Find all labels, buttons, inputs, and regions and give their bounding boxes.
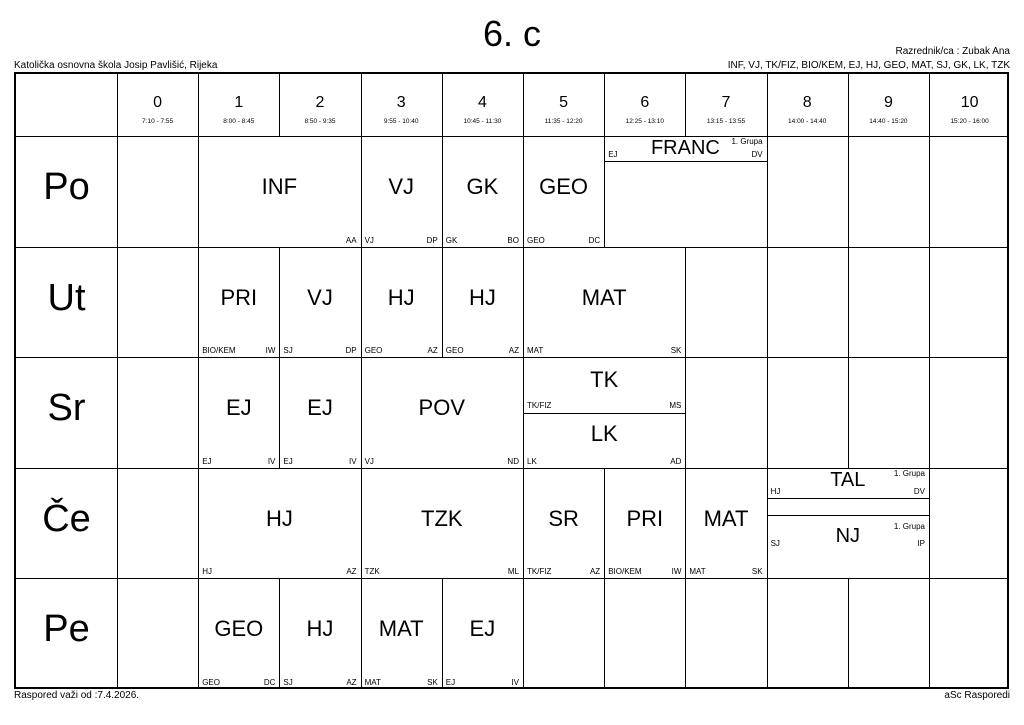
period-time: 10:45 - 11:30 [463, 118, 502, 125]
lesson-cell [198, 468, 360, 579]
grid-line [685, 74, 686, 136]
grid-line [523, 74, 524, 136]
period-header [117, 74, 198, 136]
day-label: Ut [47, 276, 86, 319]
lesson-room: BIO/KEM [608, 567, 642, 577]
lesson-cell [767, 468, 929, 498]
lesson-subject: GK [466, 174, 499, 199]
lesson-subject: TZK [421, 505, 463, 531]
day-label: Če [42, 497, 91, 540]
lesson-subject: TAL [830, 468, 866, 491]
period-header [442, 74, 523, 136]
lesson-subject: PRI [220, 284, 258, 310]
period-time: 14:00 - 14:40 [788, 118, 827, 125]
lesson-teacher: SK [751, 567, 763, 577]
period-header [604, 74, 685, 136]
lesson-subject: GEO [214, 616, 264, 642]
period-header [361, 74, 442, 136]
lesson-room: EJ [202, 456, 212, 466]
lesson-cell [442, 247, 523, 358]
lesson-teacher: DP [345, 346, 357, 356]
lesson-cell [523, 136, 604, 247]
grid-line [767, 357, 768, 468]
grid-line [117, 74, 118, 687]
lesson-cell [361, 578, 442, 689]
lesson-subject: SR [548, 505, 579, 531]
period-header [685, 74, 766, 136]
day-label: Sr [47, 387, 86, 430]
period-time: 7:10 - 7:55 [142, 118, 174, 125]
lesson-cell [523, 357, 685, 412]
period-header [767, 74, 848, 136]
lesson-group: 1. Grupa [893, 468, 925, 478]
lesson-room: GEO [527, 235, 545, 245]
lesson-teacher: IW [671, 567, 682, 577]
grid-line [604, 74, 605, 136]
lesson-cell [442, 578, 523, 689]
lesson-subject: EJ [225, 395, 252, 421]
lesson-room: MAT [364, 677, 381, 687]
grid-line [929, 247, 930, 358]
period-time: 12:25 - 13:10 [625, 118, 664, 125]
period-number: 9 [883, 94, 893, 111]
lesson-subject: HJ [265, 505, 293, 531]
lesson-teacher: SK [670, 346, 682, 356]
grid-line [685, 357, 686, 468]
lesson-room: GK [445, 235, 458, 245]
grid-line [929, 74, 930, 136]
lesson-cell [523, 247, 685, 358]
grid-line [929, 357, 930, 468]
lesson-subject: HJ [468, 284, 496, 310]
grid-line [848, 74, 849, 136]
grid-line [523, 578, 524, 689]
lesson-subject: TK [590, 367, 619, 393]
lesson-cell [523, 413, 685, 468]
lesson-teacher: IV [511, 677, 519, 687]
lesson-teacher: AD [670, 456, 682, 466]
lesson-subject: PRI [626, 505, 664, 531]
grid-line [929, 578, 930, 689]
lesson-subject: GEO [539, 174, 589, 199]
lesson-cell [279, 357, 360, 468]
lesson-subject: EJ [469, 616, 496, 642]
lesson-subject: EJ [307, 395, 333, 421]
lesson-cell [361, 136, 442, 247]
period-number: 0 [153, 94, 163, 111]
software-credit: aSc Rasporedi [944, 690, 1010, 701]
lesson-room: GEO [202, 677, 220, 687]
lesson-teacher: DV [751, 150, 763, 159]
lesson-cell [523, 468, 604, 579]
timetable-grid [14, 72, 1009, 689]
lesson-room: TK/FIZ [527, 567, 552, 577]
grid-line [848, 136, 849, 247]
lesson-room: EJ [608, 150, 618, 159]
lesson-teacher: AZ [427, 346, 438, 356]
lesson-room: LK [527, 456, 537, 466]
period-number: 1 [234, 94, 244, 111]
lesson-cell [198, 136, 360, 247]
grid-line [848, 247, 849, 358]
lesson-room: EJ [283, 456, 293, 466]
lesson-teacher: DV [913, 486, 925, 496]
grid-line [198, 74, 199, 136]
class-teacher: Razrednik/ca : Zubak Ana [895, 46, 1010, 57]
period-header [198, 74, 279, 136]
lesson-subject: HJ [387, 284, 415, 310]
grid-line [361, 74, 362, 136]
period-number: 3 [396, 94, 406, 111]
period-number: 7 [721, 94, 731, 111]
cell-divider [767, 498, 929, 499]
grid-line [685, 578, 686, 689]
lesson-room: GEO [445, 346, 464, 356]
period-number: 4 [477, 94, 487, 111]
grid-line [767, 578, 768, 689]
lesson-teacher: MS [669, 401, 682, 411]
lesson-room: HJ [202, 567, 212, 577]
lesson-group: 1. Grupa [893, 521, 925, 531]
lesson-room: BIO/KEM [202, 346, 236, 356]
period-time: 8:50 - 9:35 [304, 118, 336, 125]
grid-line [767, 247, 768, 358]
period-header [848, 74, 929, 136]
grid-line [767, 136, 768, 247]
lesson-subject: MAT [581, 284, 627, 310]
grid-line [848, 578, 849, 689]
grid-line [929, 468, 930, 579]
lesson-cell [198, 357, 279, 468]
lesson-subject: POV [418, 395, 466, 421]
cell-divider [767, 515, 929, 516]
day-label: Po [43, 166, 90, 208]
lesson-teacher: AZ [589, 567, 601, 577]
period-time: 9:55 - 10:40 [383, 118, 419, 125]
lesson-teacher: BO [507, 235, 519, 245]
lesson-teacher: IP [917, 538, 925, 548]
lesson-teacher: DC [588, 235, 601, 245]
grid-line [442, 74, 443, 136]
period-number: 2 [315, 94, 325, 111]
lesson-cell [767, 521, 929, 550]
lesson-subject: LK [590, 420, 618, 446]
grid-line [604, 578, 605, 689]
lesson-room: EJ [445, 677, 456, 687]
lesson-teacher: SK [427, 677, 438, 687]
period-time: 13:15 - 13:55 [706, 118, 746, 125]
subject-list: INF, VJ, TK/FIZ, BIO/KEM, EJ, HJ, GEO, MAT, SJ, GK, LK, TZK [727, 60, 1010, 71]
lesson-teacher: IV [349, 456, 357, 466]
lesson-subject: HJ [306, 616, 334, 642]
lesson-room: SJ [770, 538, 780, 548]
lesson-cell [442, 136, 523, 247]
lesson-cell [604, 468, 685, 579]
lesson-teacher: AZ [346, 567, 357, 577]
lesson-teacher: DC [263, 677, 276, 687]
lesson-cell [361, 357, 523, 468]
lesson-room: VJ [364, 456, 374, 466]
lesson-teacher: IV [267, 456, 276, 466]
period-number: 6 [640, 94, 650, 111]
grid-line [685, 247, 686, 358]
lesson-subject: MAT [703, 505, 749, 531]
lesson-teacher: AZ [346, 677, 357, 687]
lesson-room: TZK [364, 567, 380, 577]
lesson-cell [604, 136, 766, 161]
lesson-cell [361, 247, 442, 358]
cell-divider [604, 161, 766, 162]
lesson-subject: FRANC [650, 137, 720, 159]
lesson-room: SJ [283, 346, 293, 356]
period-number: 5 [559, 94, 569, 111]
lesson-subject: NJ [835, 524, 861, 547]
grid-line [929, 136, 930, 247]
valid-from: Raspored važi od :7.4.2026. [14, 690, 140, 701]
grid-line [279, 74, 280, 136]
lesson-room: TK/FIZ [527, 401, 552, 411]
lesson-room: HJ [770, 486, 781, 496]
class-title: 6. c [482, 13, 542, 54]
lesson-subject: VJ [307, 284, 333, 310]
lesson-cell [361, 468, 523, 579]
lesson-group: 1. Grupa [731, 137, 763, 146]
period-time: 14:40 - 15:20 [869, 118, 908, 125]
lesson-room: MAT [527, 346, 544, 356]
period-time: 11:35 - 12:20 [544, 118, 583, 125]
lesson-subject: VJ [388, 174, 415, 199]
lesson-teacher: DP [426, 235, 438, 245]
lesson-cell [685, 468, 766, 579]
grid-line [767, 74, 768, 136]
lesson-teacher: ND [507, 456, 519, 466]
lesson-subject: INF [261, 174, 298, 199]
lesson-teacher: IW [265, 346, 276, 356]
period-header [279, 74, 360, 136]
lesson-teacher: ML [507, 567, 519, 577]
lesson-cell [198, 247, 279, 358]
period-header [929, 74, 1010, 136]
lesson-subject: MAT [378, 616, 424, 642]
lesson-teacher: AA [345, 235, 357, 245]
day-label: Pe [43, 608, 90, 651]
period-number: 10 [960, 94, 979, 111]
grid-line [848, 357, 849, 468]
period-time: 15:20 - 16:00 [950, 118, 989, 125]
lesson-cell [279, 578, 360, 689]
period-header [523, 74, 604, 136]
lesson-teacher: AZ [508, 346, 519, 356]
period-time: 8:00 - 8:45 [223, 118, 255, 125]
lesson-cell [279, 247, 360, 358]
lesson-room: GEO [364, 346, 383, 356]
school-name: Katolička osnovna škola Josip Pavlišić, Rijeka [14, 60, 218, 71]
period-number: 8 [802, 94, 812, 111]
lesson-room: MAT [689, 567, 706, 577]
lesson-room: VJ [364, 235, 374, 245]
lesson-cell [198, 578, 279, 689]
lesson-room: SJ [283, 677, 293, 687]
